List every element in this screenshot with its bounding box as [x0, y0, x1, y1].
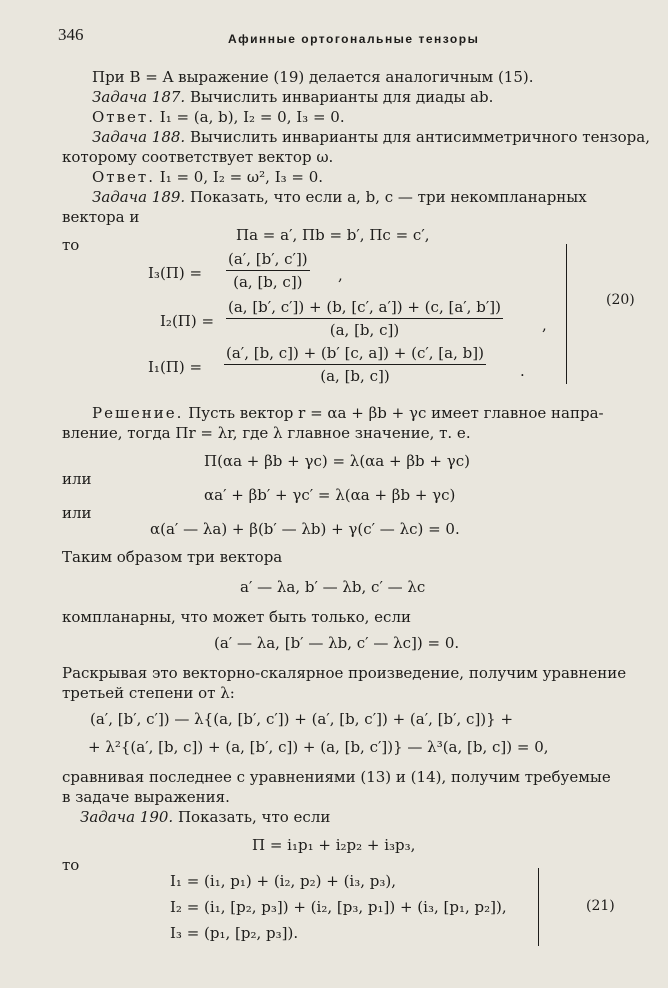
- numerator: (a′, [b, c]) + (b′ [c, a]) + (c′, [a, b]): [226, 344, 484, 362]
- equation-pi: Пa = a′, Пb = b′, Пc = c′,: [236, 226, 430, 244]
- text-line: которому соответствует вектор ω.: [62, 148, 334, 166]
- equation-e: (a′ — λa, [b′ — λb, c′ — λc]) = 0.: [214, 634, 460, 652]
- text-or: или: [62, 504, 92, 522]
- numerator: (a′, [b′, c′]): [228, 250, 308, 268]
- equation-a: П(αa + βb + γc) = λ(αa + βb + γc): [204, 452, 470, 470]
- solution-line: [92, 404, 604, 422]
- text-to: то: [62, 236, 80, 254]
- eq20-I1-fraction: [224, 344, 486, 385]
- eq20-I1-tail: .: [520, 362, 525, 380]
- answer-label: Ответ.: [92, 168, 155, 186]
- denominator: (a, [b, c]): [233, 273, 303, 291]
- text-line: компланарны, что может быть только, если: [62, 608, 411, 626]
- problem-label: Задача 188.: [92, 128, 186, 146]
- eq21-line-2: I₂ = (i₁, [p₂, p₃]) + (i₂, [p₃, p₁]) + (i₃, [p₁, p₂]),: [170, 898, 507, 916]
- text-line: Таким образом три вектора: [62, 548, 283, 566]
- eq20-I1-lhs: I₁(П) =: [148, 358, 203, 376]
- text-line: Раскрывая это векторно-скалярное произведение, получим уравнение: [62, 664, 627, 682]
- problem-label: Задача 190.: [80, 808, 174, 826]
- problem-189: [92, 188, 587, 206]
- solution-label: Решение.: [92, 404, 184, 422]
- answer-text: I₁ = 0, I₂ = ω², I₃ = 0.: [159, 168, 324, 186]
- eq21-line-1: I₁ = (i₁, p₁) + (i₂, p₂) + (i₃, p₃),: [170, 872, 397, 890]
- running-title: Афинные ортогональные тензоры: [228, 32, 480, 46]
- answer-label: Ответ.: [92, 108, 155, 126]
- problem-text: Вычислить инварианты для антисимметричного тензора,: [189, 128, 650, 146]
- eq21-bracket: [538, 868, 539, 946]
- answer-text: I₁ = (a, b), I₂ = 0, I₃ = 0.: [159, 108, 345, 126]
- text-to: то: [62, 856, 80, 874]
- solution-text: Пусть вектор r = αa + βb + γc имеет главное напра-: [188, 404, 604, 422]
- problem-text: Показать, что если: [177, 808, 331, 826]
- problem-text: Показать, что если a, b, c — три некомпланарных: [189, 188, 587, 206]
- text-line: в задаче выражения.: [62, 788, 230, 806]
- equation-d: a′ — λa, b′ — λb, c′ — λc: [240, 578, 426, 596]
- eq20-I2-lhs: I₂(П) =: [160, 312, 215, 330]
- eq20-bracket: [566, 244, 567, 384]
- equation-b: αa′ + βb′ + γc′ = λ(αa + βb + γc): [204, 486, 456, 504]
- answer-188: [92, 168, 323, 186]
- equation-g: + λ²{(a′, [b, c]) + (a, [b′, c]) + (a, [b, c′])} — λ³(a, [b, c]) = 0,: [88, 738, 549, 756]
- page-number: 346: [58, 25, 84, 44]
- problem-188: [92, 128, 650, 146]
- equation-number-21: (21): [586, 898, 615, 914]
- numerator: (a, [b′, c′]) + (b, [c′, a′]) + (c, [a′, b′]): [228, 298, 501, 316]
- fraction-bar: [226, 318, 503, 319]
- text-line: вление, тогда Пr = λr, где λ главное значение, т. е.: [62, 424, 471, 442]
- eq20-I2-tail: ,: [542, 316, 547, 334]
- equation-190: П = i₁p₁ + i₂p₂ + i₃p₃,: [252, 836, 416, 854]
- text-line: третьей степени от λ:: [62, 684, 235, 702]
- problem-190: [80, 808, 330, 826]
- eq21-line-3: I₃ = (p₁, [p₂, p₃]).: [170, 924, 299, 942]
- text-or: или: [62, 470, 92, 488]
- fraction-bar: [224, 364, 486, 365]
- eq20-I2-fraction: [226, 298, 503, 339]
- text-line: вектора и: [62, 208, 140, 226]
- problem-label: Задача 187.: [92, 88, 186, 106]
- eq20-I3-lhs: I₃(П) =: [148, 264, 203, 282]
- eq20-I3-fraction: [226, 250, 310, 291]
- text-line: сравнивая последнее с уравнениями (13) и (14), получим требуемые: [62, 768, 611, 786]
- problem-label: Задача 189.: [92, 188, 186, 206]
- equation-c: α(a′ — λa) + β(b′ — λb) + γ(c′ — λc) = 0.: [150, 520, 460, 538]
- equation-f: (a′, [b′, c′]) — λ{(a, [b′, c′]) + (a′, [b, c′]) + (a′, [b′, c])} +: [90, 710, 514, 728]
- denominator: (a, [b, c]): [320, 367, 390, 385]
- answer-187: [92, 108, 345, 126]
- problem-187: [92, 88, 493, 106]
- text-line: При B = A выражение (19) делается аналогичным (15).: [92, 68, 534, 86]
- problem-text: Вычислить инварианты для диады ab.: [189, 88, 494, 106]
- fraction-bar: [226, 270, 310, 271]
- equation-number-20: (20): [606, 292, 635, 308]
- eq20-I3-tail: ,: [338, 266, 343, 284]
- denominator: (a, [b, c]): [329, 321, 400, 339]
